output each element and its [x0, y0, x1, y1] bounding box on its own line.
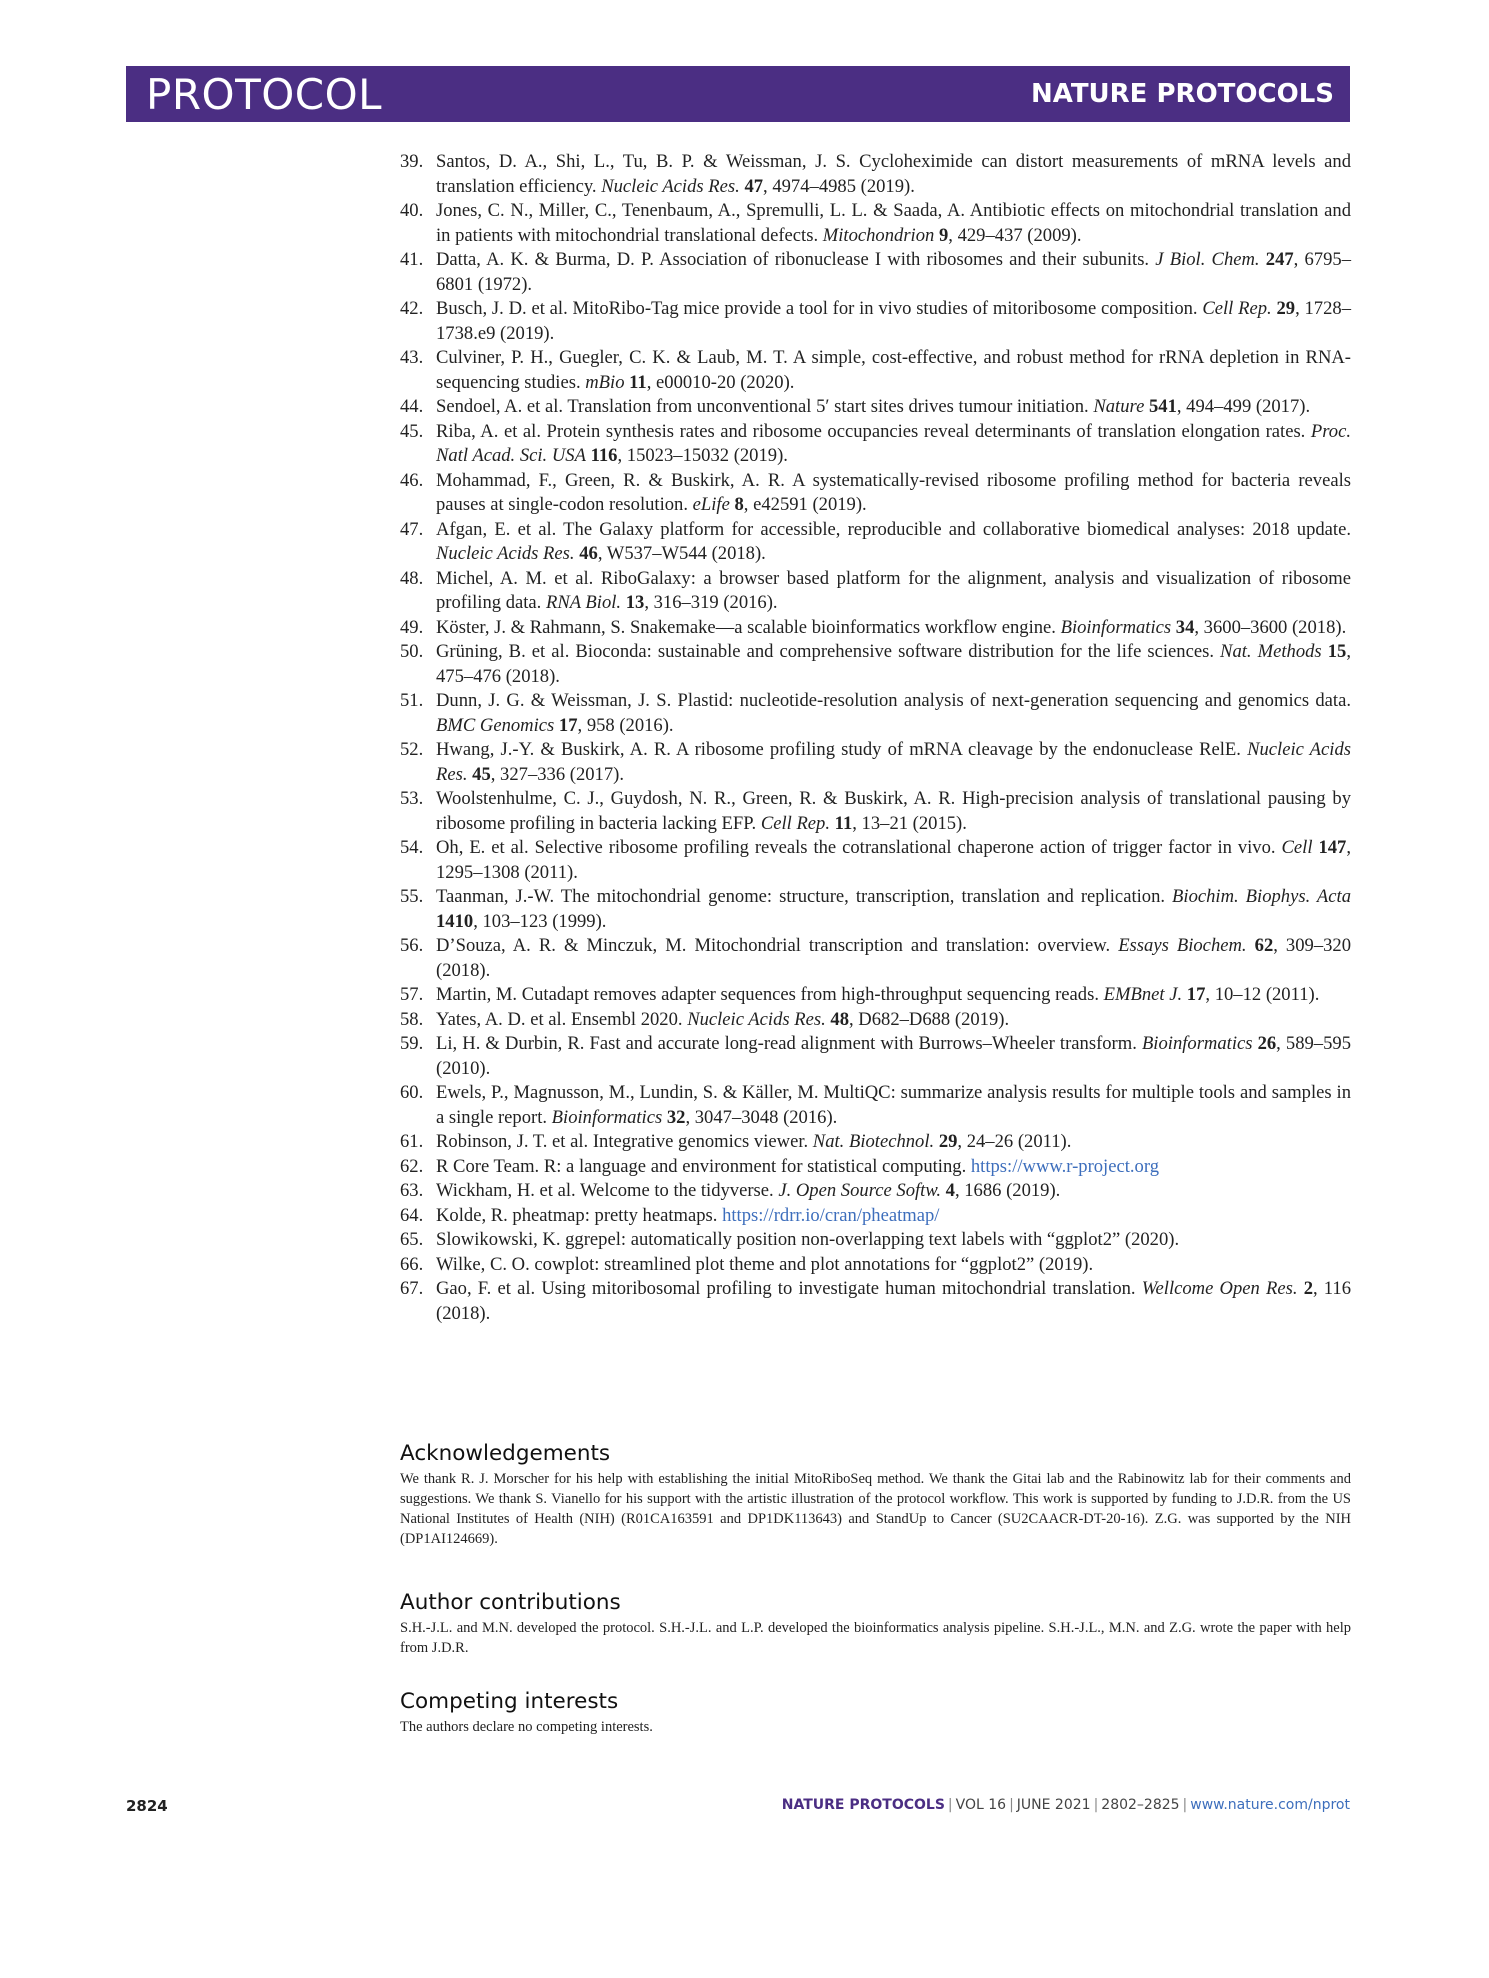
reference-number: 63.	[400, 1180, 424, 1201]
journal-title: Mitochondrion	[822, 224, 935, 246]
reference-text: , 10–12 (2011).	[1205, 984, 1320, 1005]
reference-item	[400, 199, 1351, 248]
reference-text: Wilke, C. O. cowplot: streamlined plot theme and plot annotations for “ggplot2” (2019).	[436, 1253, 1094, 1275]
reference-number: 52.	[400, 739, 424, 760]
reference-item	[400, 150, 1351, 199]
volume-number: 47	[744, 175, 764, 197]
volume-number: 4	[945, 1180, 955, 1201]
journal-title: mBio	[585, 371, 625, 393]
reference-item	[400, 1277, 1351, 1326]
reference-text: , W537–W544 (2018).	[597, 543, 766, 564]
journal-title: BMC Genomics	[436, 714, 555, 736]
reference-number: 46.	[400, 469, 424, 491]
reference-text: R Core Team. R: a language and environment for statistical computing.	[436, 1155, 971, 1177]
journal-title: eLife	[692, 494, 730, 515]
reference-text: Oh, E. et al. Selective ribosome profiling reveals the cotranslational chaperone action of trigger factor in vivo.	[436, 837, 1282, 858]
reference-item	[400, 1008, 1351, 1033]
reference-number: 57.	[400, 984, 424, 1005]
author-contributions-heading: Author contributions	[400, 1590, 621, 1615]
reference-number: 50.	[400, 641, 424, 662]
reference-item	[400, 469, 1351, 518]
volume-number: 116	[590, 445, 618, 466]
volume-number: 541	[1148, 396, 1177, 417]
acknowledgements-text: We thank R. J. Morscher for his help with establishing the initial MitoRiboSeq method. We thank the Gitai lab and the Rabinowitz lab for their comments and suggestions. We thank S. Vianello for his support with the artistic illustration of the protocol workflow. This work is supported by funding to J.D.R. from the US National Institutes of Health (NIH) (R01CA163591 and DP1DK113643) and StandUp to Cancer (SU2CAACR-DT-20-16). Z.G. was supported by the NIH (DP1AI124669).	[400, 1471, 1351, 1547]
reference-item	[400, 518, 1351, 567]
journal-title: Proc. Natl Acad. Sci. USA	[436, 420, 1351, 466]
reference-text: Grüning, B. et al. Bioconda: sustainable and comprehensive software distribution for the life sciences.	[436, 641, 1221, 662]
header-banner	[126, 66, 1350, 122]
reference-text: , 3047–3048 (2016).	[685, 1106, 838, 1128]
reference-text: Michel, A. M. et al. RiboGalaxy: a browser based platform for the alignment, analysis and visualization of ribosome profiling data.	[436, 567, 1351, 613]
volume-number: 34	[1175, 616, 1195, 638]
footer-volume: VOL 16	[955, 1797, 1007, 1813]
reference-item	[400, 1204, 1351, 1229]
competing-interests-section	[400, 1689, 1351, 1737]
volume-number: 45	[472, 763, 491, 785]
reference-text: Culviner, P. H., Guegler, C. K. & Laub, M. T. A simple, cost-effective, and robust method for rRNA depletion in RNA-sequencing studies.	[436, 347, 1351, 393]
journal-title: J Biol. Chem.	[1155, 249, 1260, 270]
volume-number: 8	[734, 494, 744, 515]
reference-text: , e00010-20 (2020).	[646, 371, 795, 393]
reference-text: , 316–319 (2016).	[644, 592, 778, 613]
volume-number: 2	[1303, 1278, 1313, 1299]
reference-number: 44.	[400, 396, 424, 417]
reference-item	[400, 836, 1351, 885]
reference-number: 48.	[400, 567, 424, 589]
reference-text: Sendoel, A. et al. Translation from unconventional 5′ start sites drives tumour initiation.	[436, 396, 1094, 417]
reference-text: , 1686 (2019).	[954, 1180, 1061, 1201]
reference-text: Kolde, R. pheatmap: pretty heatmaps.	[436, 1204, 723, 1226]
reference-number: 49.	[400, 616, 424, 638]
reference-text: Santos, D. A., Shi, L., Tu, B. P. & Weissman, J. S. Cycloheximide can distort measurements of mRNA levels and translation efficiency.	[436, 151, 1351, 197]
journal-title: RNA Biol.	[545, 592, 622, 613]
reference-text: Dunn, J. G. & Weissman, J. S. Plastid: nucleotide-resolution analysis of next-generation sequencing and genomics data.	[436, 690, 1351, 711]
journal-title: Cell	[1281, 837, 1313, 858]
reference-text: , 475–476 (2018).	[436, 641, 1351, 687]
reference-number: 51.	[400, 690, 424, 711]
reference-item	[400, 1228, 1351, 1253]
footer-url-link[interactable]: www.nature.com/nprot	[1190, 1797, 1350, 1813]
reference-text: Wickham, H. et al. Welcome to the tidyverse.	[436, 1180, 779, 1201]
journal-title: Biochim. Biophys. Acta	[1172, 886, 1351, 907]
reference-item	[400, 689, 1351, 738]
journal-title: Nat. Biotechnol.	[812, 1131, 935, 1152]
reference-text: Gao, F. et al. Using mitoribosomal profiling to investigate human mitochondrial translation.	[436, 1278, 1142, 1299]
journal-title: Cell Rep.	[1202, 298, 1272, 319]
journal-title: J. Open Source Softw.	[778, 1180, 941, 1201]
reference-number: 58.	[400, 1008, 424, 1030]
journal-title: Cell Rep.	[760, 812, 831, 834]
reference-item	[400, 395, 1351, 420]
reference-text: Köster, J. & Rahmann, S. Snakemake—a scalable bioinformatics workflow engine.	[436, 616, 1061, 638]
volume-number: 1410	[436, 910, 474, 932]
reference-link[interactable]: https://rdrr.io/cran/pheatmap/	[722, 1204, 940, 1226]
reference-text: , 15023–15032 (2019).	[617, 445, 788, 466]
reference-number: 62.	[400, 1155, 424, 1177]
journal-title: Nucleic Acids Res.	[601, 175, 740, 197]
volume-number: 17	[558, 714, 578, 736]
footer-separator: |	[1182, 1797, 1188, 1813]
reference-item	[400, 640, 1351, 689]
journal-title: Bioinformatics	[1060, 616, 1172, 638]
reference-text: , e42591 (2019).	[743, 494, 867, 515]
reference-text: Ewels, P., Magnusson, M., Lundin, S. & Käller, M. MultiQC: summarize analysis results for multiple tools and samples in a single report.	[436, 1082, 1351, 1128]
journal-title: Nature	[1093, 396, 1145, 417]
journal-label: NATURE PROTOCOLS	[1030, 79, 1334, 109]
reference-number: 43.	[400, 347, 424, 368]
competing-interests-heading: Competing interests	[400, 1689, 619, 1714]
page-number: 2824	[126, 1797, 168, 1815]
reference-text: , 589–595 (2010).	[436, 1033, 1351, 1079]
author-contributions-section	[400, 1590, 1351, 1658]
reference-text: , 429–437 (2009).	[948, 224, 1082, 246]
reference-item	[400, 738, 1351, 787]
volume-number: 13	[625, 592, 645, 613]
reference-item	[400, 1155, 1351, 1180]
footer-date: JUNE 2021	[1016, 1797, 1091, 1813]
reference-number: 55.	[400, 886, 424, 907]
section-label: PROTOCOL	[146, 70, 383, 119]
reference-number: 67.	[400, 1278, 424, 1299]
volume-number: 29	[938, 1131, 958, 1152]
volume-number: 15	[1327, 641, 1347, 662]
reference-list	[400, 150, 1351, 1326]
volume-number: 17	[1186, 984, 1206, 1005]
reference-text: , 6795–6801 (1972).	[436, 249, 1351, 295]
reference-item	[400, 1179, 1351, 1204]
journal-title: Nucleic Acids Res.	[436, 739, 1351, 785]
reference-item	[400, 567, 1351, 616]
journal-title: Essays Biochem.	[1118, 935, 1247, 956]
reference-text: , D682–D688 (2019).	[849, 1008, 1010, 1030]
reference-item	[400, 248, 1351, 297]
reference-number: 65.	[400, 1229, 424, 1250]
footer-separator: |	[947, 1797, 953, 1813]
reference-text: , 958 (2016).	[577, 714, 674, 736]
reference-item	[400, 934, 1351, 983]
reference-text: Robinson, J. T. et al. Integrative genomics viewer.	[436, 1131, 813, 1152]
reference-text: Slowikowski, K. ggrepel: automatically position non-overlapping text labels with “ggplot2” (2020).	[436, 1229, 1180, 1250]
reference-number: 39.	[400, 151, 424, 172]
reference-number: 42.	[400, 298, 424, 319]
reference-text: , 13–21 (2015).	[852, 812, 967, 834]
reference-text: , 3600–3600 (2018).	[1194, 616, 1347, 638]
reference-item	[400, 787, 1351, 836]
competing-interests-text: The authors declare no competing interests.	[400, 1719, 653, 1735]
journal-title: Bioinformatics	[551, 1106, 663, 1128]
reference-text: , 1295–1308 (2011).	[436, 837, 1351, 883]
citation-line	[782, 1797, 1350, 1813]
reference-number: 66.	[400, 1253, 424, 1275]
reference-number: 56.	[400, 935, 424, 956]
volume-number: 26	[1257, 1033, 1277, 1054]
reference-text: Busch, J. D. et al. MitoRibo-Tag mice provide a tool for in vivo studies of mitoribosome composition.	[436, 298, 1203, 319]
reference-item	[400, 885, 1351, 934]
footer-separator: |	[1093, 1797, 1099, 1813]
volume-number: 32	[666, 1106, 686, 1128]
reference-text: , 116 (2018).	[436, 1278, 1352, 1324]
journal-title: EMBnet J.	[1103, 984, 1183, 1005]
reference-text: Datta, A. K. & Burma, D. P. Association of ribonuclease I with ribosomes and their subunits.	[436, 249, 1156, 270]
volume-number: 11	[834, 812, 853, 834]
author-contributions-text: S.H.-J.L. and M.N. developed the protocol. S.H.-J.L. and L.P. developed the bioinformatics analysis pipeline. S.H.-J.L., M.N. and Z.G. wrote the paper with help from J.D.R.	[400, 1620, 1351, 1656]
reference-text: Woolstenhulme, C. J., Guydosh, N. R., Green, R. & Buskirk, A. R. High-precision analysis of translational pausing by ribosome profiling in bacteria lacking EFP.	[436, 788, 1351, 834]
reference-link[interactable]: https://www.r-project.org	[970, 1155, 1159, 1177]
reference-item	[400, 346, 1351, 395]
reference-text: , 327–336 (2017).	[490, 763, 624, 785]
reference-text: Li, H. & Durbin, R. Fast and accurate long-read alignment with Burrows–Wheeler transform.	[436, 1033, 1142, 1054]
volume-number: 147	[1318, 837, 1347, 858]
volume-number: 29	[1276, 298, 1296, 319]
reference-item	[400, 1032, 1351, 1081]
reference-text: D’Souza, A. R. & Minczuk, M. Mitochondrial transcription and translation: overview.	[436, 935, 1119, 956]
acknowledgements-section	[400, 1441, 1351, 1549]
reference-text: Martin, M. Cutadapt removes adapter sequences from high-throughput sequencing reads.	[436, 984, 1104, 1005]
reference-text: Yates, A. D. et al. Ensembl 2020.	[436, 1008, 688, 1030]
footer-separator: |	[1009, 1797, 1014, 1813]
acknowledgements-heading: Acknowledgements	[400, 1441, 611, 1466]
reference-number: 47.	[400, 518, 424, 540]
volume-number: 9	[938, 224, 949, 246]
reference-item	[400, 297, 1351, 346]
volume-number: 11	[629, 371, 647, 393]
journal-title: Nucleic Acids Res.	[687, 1008, 826, 1030]
reference-text: , 494–499 (2017).	[1176, 396, 1311, 417]
reference-number: 61.	[400, 1131, 424, 1152]
reference-text: , 103–123 (1999).	[473, 910, 607, 932]
reference-number: 40.	[400, 200, 424, 221]
reference-text: Hwang, J.-Y. & Buskirk, A. R. A ribosome profiling study of mRNA cleavage by the endonuclease RelE.	[436, 739, 1248, 760]
reference-number: 59.	[400, 1033, 424, 1054]
reference-text: Jones, C. N., Miller, C., Tenenbaum, A., Spremulli, L. L. & Saada, A. Antibiotic effects on mitochondrial translation and in patients with mitochondrial translational defects.	[436, 200, 1351, 246]
journal-title: Nat. Methods	[1220, 641, 1322, 662]
reference-item	[400, 420, 1351, 469]
volume-number: 62	[1254, 935, 1274, 956]
reference-text: Afgan, E. et al. The Galaxy platform for accessible, reproducible and collaborative biomedical analyses: 2018 update.	[436, 518, 1351, 540]
volume-number: 46	[579, 543, 598, 564]
reference-number: 64.	[400, 1204, 424, 1226]
reference-text: , 1728–1738.e9 (2019).	[436, 298, 1351, 344]
reference-number: 54.	[400, 837, 424, 858]
reference-number: 60.	[400, 1082, 424, 1103]
reference-text: Riba, A. et al. Protein synthesis rates and ribosome occupancies reveal determinants of translation elongation rates.	[436, 420, 1311, 442]
reference-text: Taanman, J.-W. The mitochondrial genome: structure, transcription, translation and replication.	[436, 886, 1173, 907]
journal-title: Wellcome Open Res.	[1141, 1278, 1298, 1299]
reference-number: 45.	[400, 420, 424, 442]
journal-title: Bioinformatics	[1141, 1033, 1253, 1054]
reference-item	[400, 1081, 1351, 1130]
volume-number: 48	[830, 1008, 849, 1030]
reference-number: 41.	[400, 249, 424, 270]
reference-text: , 24–26 (2011).	[957, 1131, 1072, 1152]
reference-item	[400, 616, 1351, 641]
reference-text	[1247, 935, 1255, 956]
volume-number: 247	[1265, 249, 1294, 270]
journal-title: Nucleic Acids Res.	[436, 543, 575, 564]
footer-pages: 2802–2825	[1101, 1797, 1180, 1813]
reference-item	[400, 983, 1351, 1008]
reference-text: , 4974–4985 (2019).	[763, 175, 915, 197]
footer-journal: NATURE PROTOCOLS	[781, 1797, 945, 1813]
reference-number: 53.	[400, 788, 424, 809]
reference-item	[400, 1130, 1351, 1155]
reference-text: Mohammad, F., Green, R. & Buskirk, A. R. A systematically-revised ribosome profiling method for bacteria reveals pauses at single-codon resolution.	[436, 469, 1351, 515]
reference-item	[400, 1253, 1351, 1278]
reference-text: , 309–320 (2018).	[436, 935, 1352, 981]
